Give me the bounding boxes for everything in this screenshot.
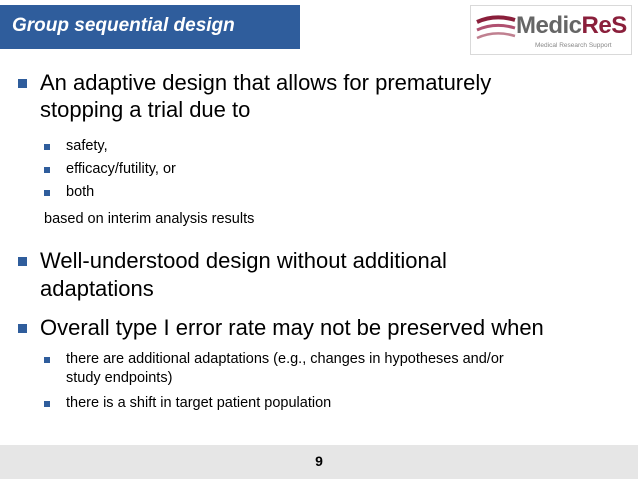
sub-bullet-population-shift: there is a shift in target patient population [66, 395, 332, 411]
sub-bullet-marker [44, 357, 50, 363]
title-bar [0, 5, 300, 49]
bullet-marker [18, 79, 27, 88]
logo-tagline: Medical Research Support [535, 42, 612, 49]
bullet-1-line-1: An adaptive design that allows for prematurely [40, 70, 492, 95]
logo-swoosh-icon [475, 12, 517, 48]
sub-bullet-marker [44, 167, 50, 173]
sub-bullet-adaptations-line-1: there are additional adaptations (e.g., changes in hypotheses and/or [66, 351, 504, 367]
sub-bullet-efficacy: efficacy/futility, or [66, 161, 176, 177]
sub-bullet-marker [44, 190, 50, 196]
slide-title: Group sequential design [12, 15, 235, 36]
bullet-1-line-2: stopping a trial due to [40, 97, 251, 122]
sub-bullet-safety: safety, [66, 138, 108, 154]
page-number: 9 [315, 453, 323, 469]
sub-bullet-marker [44, 401, 50, 407]
sub-bullet-marker [44, 144, 50, 150]
bullet-1-note: based on interim analysis results [44, 211, 255, 227]
sub-bullet-both: both [66, 184, 95, 200]
bullet-marker [18, 324, 27, 333]
medicres-logo [470, 5, 632, 55]
bullet-marker [18, 257, 27, 266]
logo-wordmark: MedicReS [516, 12, 627, 39]
bullet-3-line-1: Overall type I error rate may not be preserved when [40, 315, 544, 340]
bullet-2-line-1: Well-understood design without additional [40, 248, 447, 273]
sub-bullet-adaptations-line-2: study endpoints) [66, 370, 173, 386]
bullet-2-line-2: adaptations [40, 276, 154, 301]
footer-bar [0, 445, 638, 479]
